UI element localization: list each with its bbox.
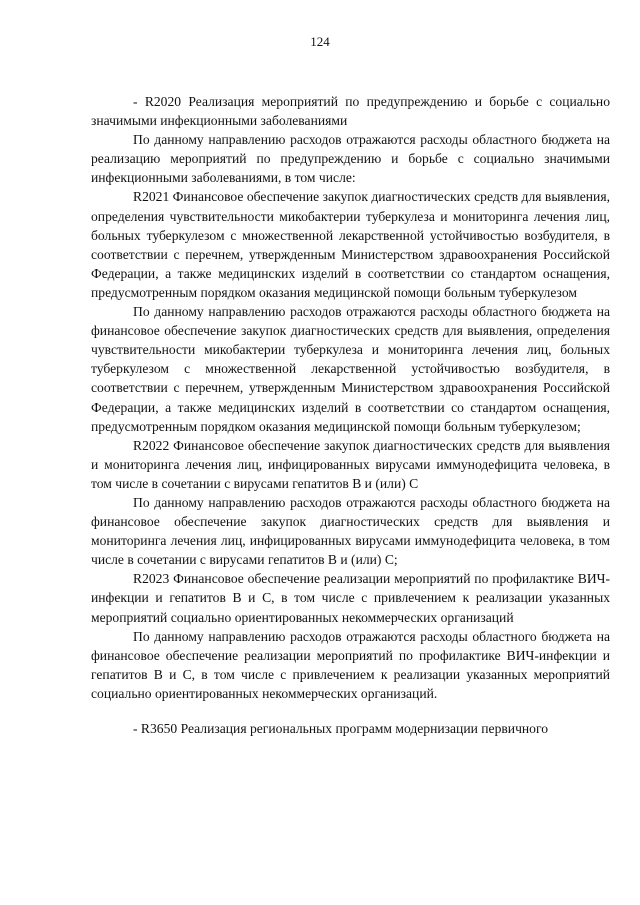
section-heading-r2020: - R2020 Реализация мероприятий по предупреждению и борьбе с социально значимыми инфекционными заболеваниями [91,94,610,129]
item-r2022: R2022 Финансовое обеспечение закупок диагностических средств для выявления и мониторинга лечения лиц, инфицированных вирусами иммунодефицита человека, в том числе в сочетании с вирусами гепатитов B и (или) C [91,437,610,491]
paragraph-r2021-description: По данному направлению расходов отражаются расходы областного бюджета на финансовое обеспечение закупок диагностических средств для выявления, определения чувствительности микобактерии туберкулеза и мониторинга лечения лиц, больных туберкулезом с множественной лекарственной устойчивостью возбудителя, в соответствии с перечнем, утвержденным Министерством здравоохранения Российской Федерации, а также медицинских изделий в соответствии со стандартом оснащения, предусмотренным порядком оказания медицинской помощи больным туберкулезом; [91,304,610,434]
item-r2023: R2023 Финансовое обеспечение реализации мероприятий по профилактике ВИЧ-инфекции и гепатитов B и C, в том числе с привлечением к реализации указанных мероприятий социально ориентированных некоммерческих организаций [91,571,610,625]
paragraph-r2022-description: По данному направлению расходов отражаются расходы областного бюджета на финансовое обеспечение закупок диагностических средств для выявления и мониторинга лечения лиц, инфицированных вирусами иммунодефицита человека, в том числе в сочетании с вирусами гепатитов B и (или) C; [91,494,610,568]
page-number: 124 [310,34,330,49]
section-heading-r3650: - R3650 Реализация региональных программ модернизации первичного [133,721,549,736]
paragraph-r2020-description: По данному направлению расходов отражаются расходы областного бюджета на реализацию мероприятий по предупреждению и борьбе с социально значимыми инфекционными заболеваниями, в том числе: [91,132,610,186]
paragraph-r2023-description: По данному направлению расходов отражаются расходы областного бюджета на финансовое обеспечение реализации мероприятий по профилактике ВИЧ-инфекции и гепатитов B и C, в том числе с привлечением к реализации указанных мероприятий социально ориентированных некоммерческих организаций. [91,628,610,701]
document-body [91,92,610,738]
item-r2021: R2021 Финансовое обеспечение закупок диагностических средств для выявления, определения чувствительности микобактерии туберкулеза и мониторинга лечения лиц, больных туберкулезом с множественной лекарственной устойчивостью возбудителя, в соответствии с перечнем, утвержденным Министерством здравоохранения Российской Федерации, а также медицинских изделий в соответствии со стандартом оснащения, предусмотренным порядком оказания медицинской помощи больным туберкулезом [91,189,610,300]
